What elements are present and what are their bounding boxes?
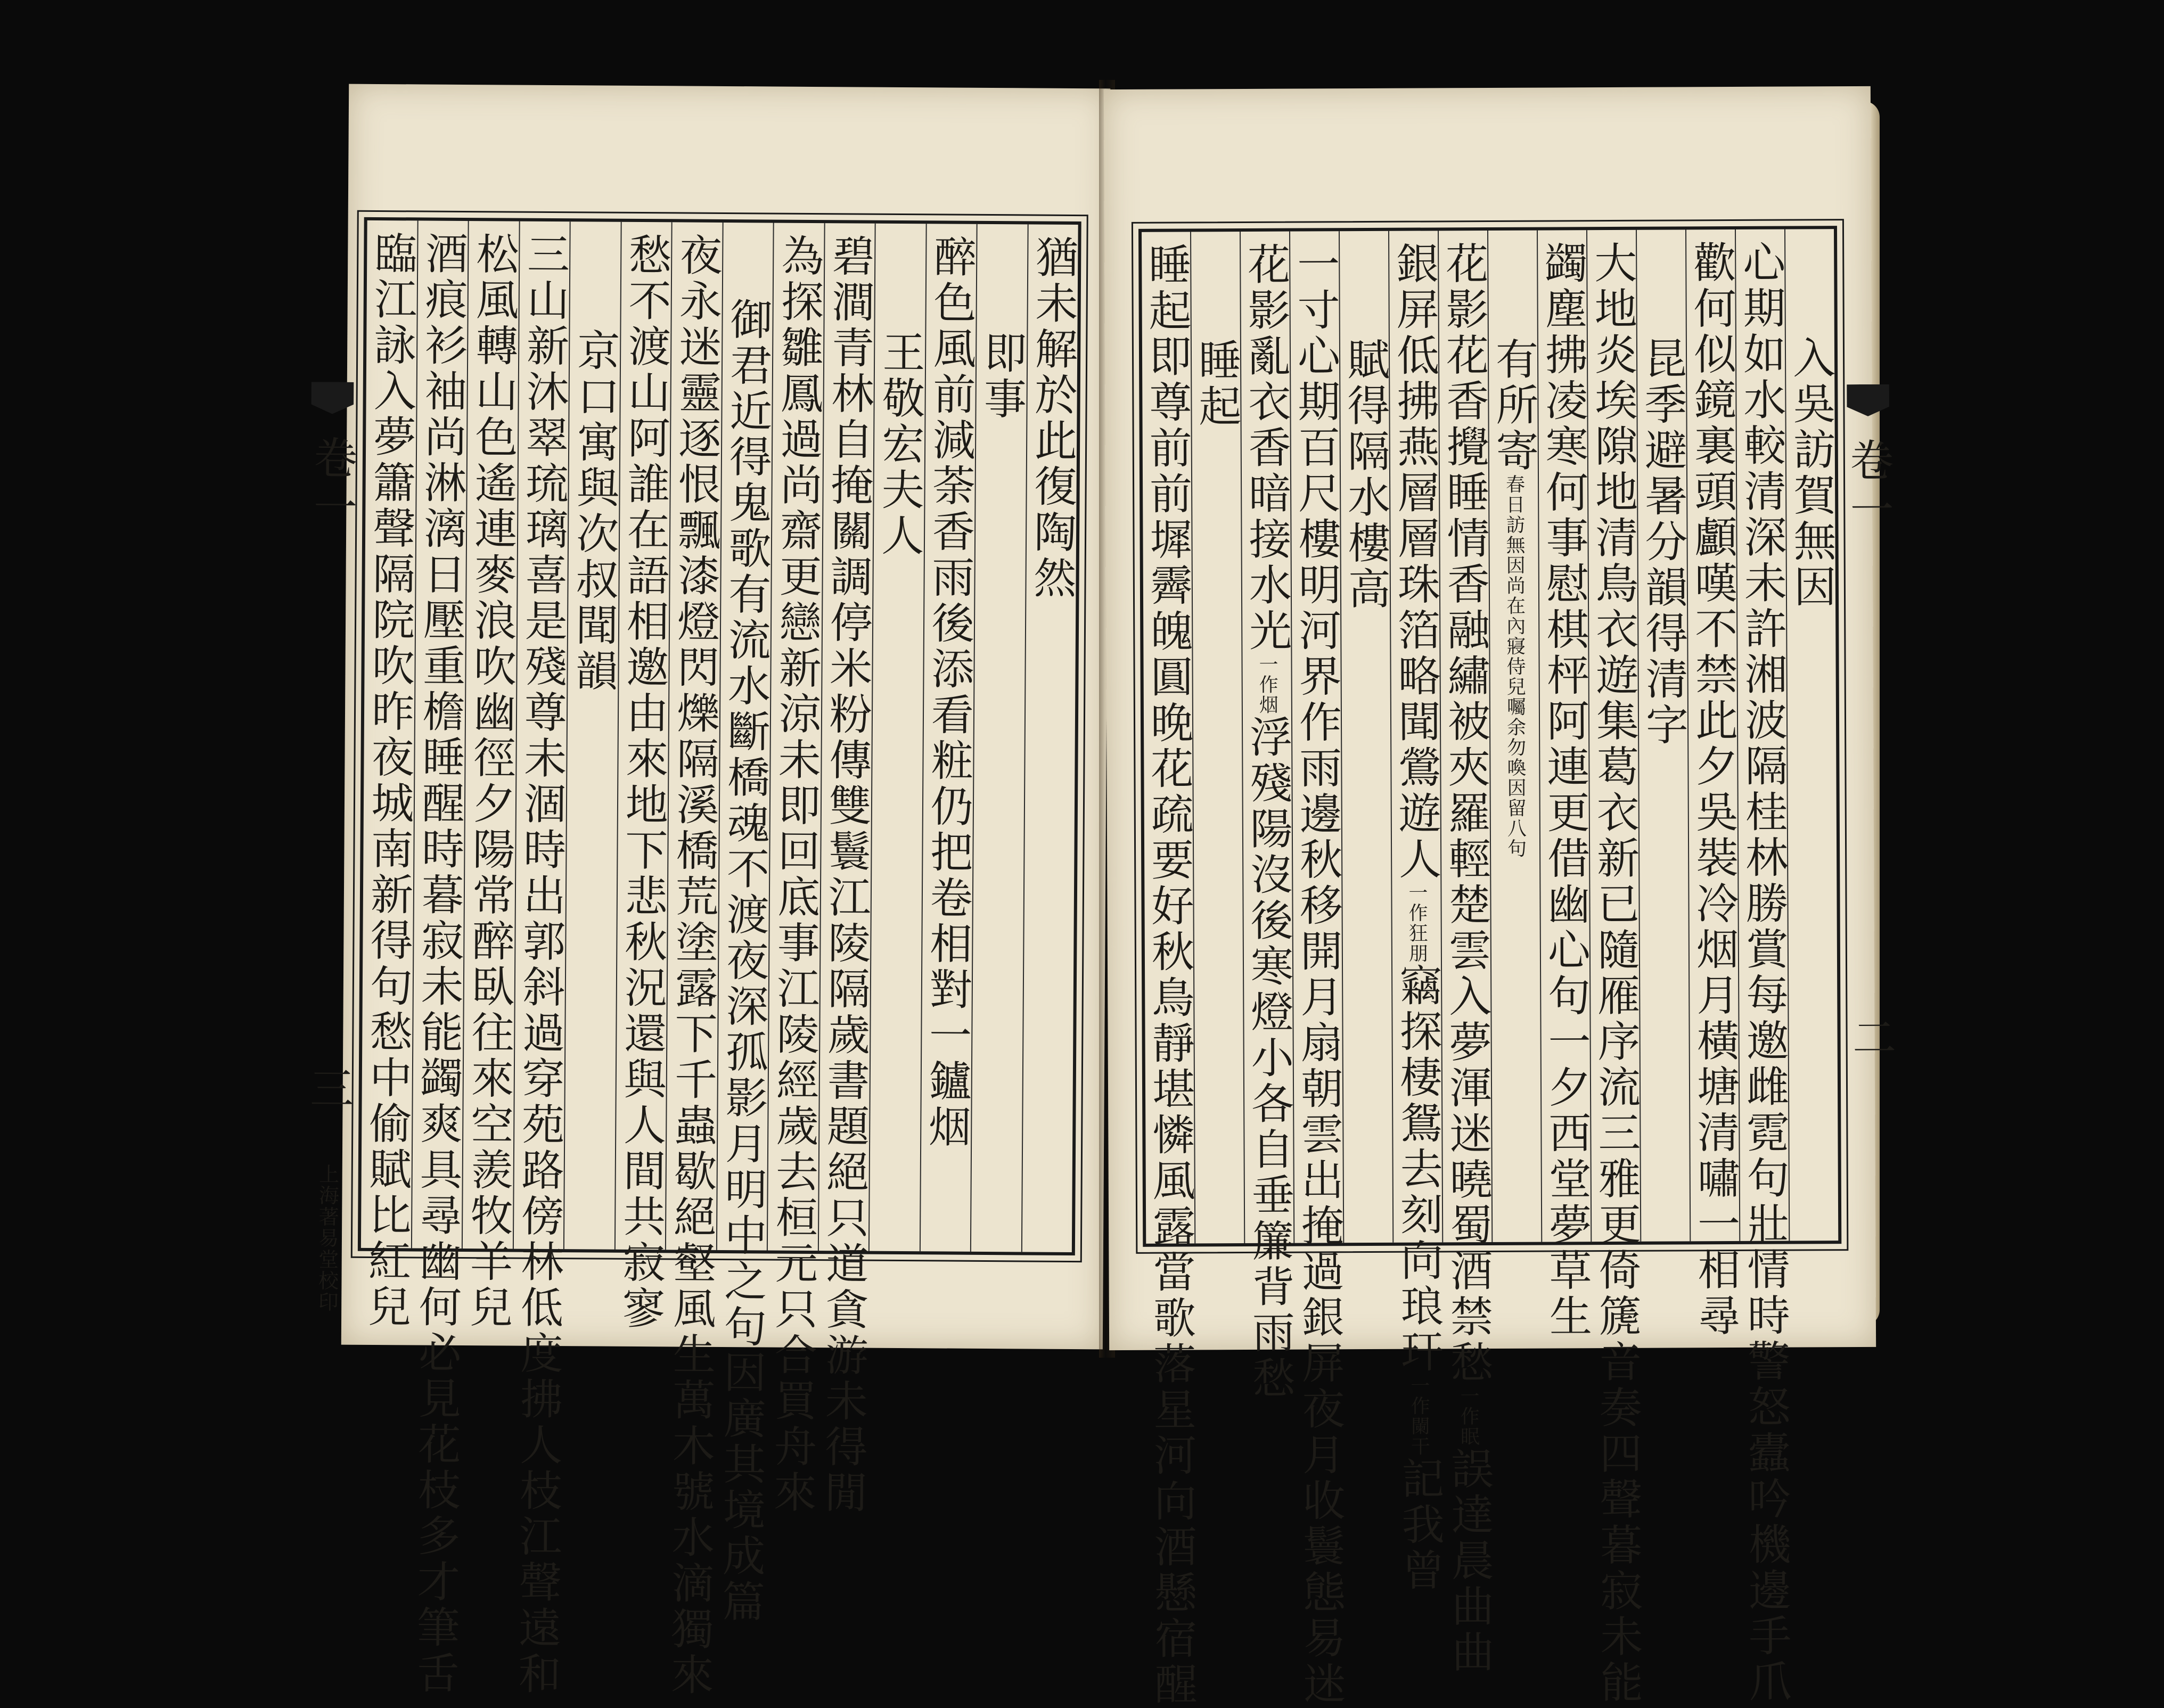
text-column bbox=[360, 220, 417, 1331]
text-column bbox=[462, 221, 519, 1331]
text-column bbox=[1339, 231, 1392, 1243]
text-column bbox=[511, 221, 570, 1698]
column-segment: 竊探棲鴛去刻向琅玕 bbox=[1392, 963, 1444, 1376]
text-column bbox=[1537, 230, 1592, 1340]
column-segment: 御君近得鬼歌有流水斷橋魂不渡夜深孤影月明中之句因廣其境成篇 bbox=[715, 297, 773, 1625]
column-segment: 睡起即尊前前墀霽魄圓晚花疏要好秋鳥靜堪憐風露當歌落星河向酒懸宿醒 bbox=[1141, 242, 1198, 1708]
column-segment: 花影花香攪睡情香融繡被夾羅輕楚雲入夢渾迷曉蜀酒禁愁 bbox=[1438, 241, 1493, 1386]
column-segment: 碧澗青林自掩關調停米粉傳雙鬟江陵隔歲書題絕只道貪游未得閒 bbox=[817, 234, 875, 1516]
right-columns bbox=[1141, 229, 1838, 1708]
text-column bbox=[1586, 230, 1643, 1706]
column-segment: 蠲塵拂凌寒何事慰棋枰阿連更借幽心句一夕西堂夢草生 bbox=[1537, 241, 1592, 1340]
interlinear-note: 一作闌干 bbox=[1407, 1375, 1430, 1457]
right-page bbox=[1104, 86, 1896, 1708]
column-segment: 愁不渡山阿誰在語相邀由來地下悲秋況還與人間共寂寥 bbox=[615, 232, 671, 1332]
column-segment: 誤達晨曲曲 bbox=[1444, 1446, 1495, 1676]
column-segment: 三山新沐翠琉璃喜是殘尊未涸時出郭斜過穿苑路傍林低度拂人枝江聲遠和 bbox=[511, 232, 570, 1698]
column-text bbox=[1537, 230, 1592, 1340]
column-text bbox=[1191, 232, 1242, 1243]
column-segment: 醉色風前減荼香雨後添看粧仍把卷相對一鑪烟 bbox=[921, 234, 977, 1151]
column-segment: 夜永迷靈逐恨飄漆燈閃爍隔溪橋荒塗露下千蟲歇絕壑風生萬木號水滴獨來 bbox=[663, 233, 723, 1698]
column-text bbox=[568, 221, 620, 1249]
printer-imprint: 上海著易堂校印 bbox=[315, 1163, 339, 1313]
column-text bbox=[1240, 232, 1296, 1402]
column-segment: 睡起 bbox=[1191, 338, 1242, 430]
text-column bbox=[663, 222, 723, 1698]
column-text bbox=[1735, 229, 1792, 1705]
column-segment: 猶未解於此復陶然 bbox=[1026, 235, 1078, 602]
fishtail-mark bbox=[311, 382, 354, 414]
column-text bbox=[1438, 231, 1495, 1676]
text-column bbox=[563, 221, 620, 1250]
text-column bbox=[1685, 229, 1741, 1340]
text-column bbox=[1636, 229, 1690, 1241]
column-text bbox=[462, 221, 519, 1331]
left-page bbox=[302, 84, 1110, 1698]
column-segment: 銀屏低拂燕層層珠箔略聞鶯遊人 bbox=[1389, 241, 1441, 883]
text-column bbox=[1487, 231, 1541, 1242]
column-segment: 一寸心期百尺樓明河界作雨邊秋移開月扇朝雲出掩過銀屏夜月收鬟態易迷 bbox=[1290, 242, 1346, 1707]
column-text bbox=[1785, 229, 1837, 1241]
column-text bbox=[1340, 231, 1391, 1243]
column-text bbox=[766, 223, 824, 1516]
text-column bbox=[1190, 232, 1244, 1243]
right-text-frame bbox=[1138, 226, 1841, 1708]
column-segment: 即事 bbox=[977, 330, 1027, 423]
column-text bbox=[409, 220, 468, 1697]
column-text bbox=[615, 222, 671, 1332]
column-segment: 京口寓與次叔聞韻 bbox=[568, 328, 620, 695]
right-margin-strip bbox=[1841, 86, 1897, 1347]
column-text bbox=[1488, 231, 1539, 1242]
fishtail-mark bbox=[1847, 384, 1889, 416]
column-segment: 王敬宏夫人 bbox=[874, 330, 925, 560]
text-column bbox=[1784, 229, 1838, 1241]
interlinear-note: 一作狂朋 bbox=[1405, 882, 1428, 964]
column-text bbox=[873, 224, 925, 1251]
column-segment: 浮殘陽沒後寒燈小各自垂簾背雨愁 bbox=[1242, 715, 1296, 1402]
column-segment: 大地炎埃隙地清鳥衣遊集葛衣新已隨雁序流三雅更倚篪音奏四聲暮寂未能 bbox=[1587, 240, 1643, 1706]
interlinear-note: 一作烟 bbox=[1256, 654, 1278, 715]
text-column bbox=[868, 224, 925, 1252]
text-column bbox=[1021, 224, 1078, 1252]
left-margin-strip bbox=[301, 84, 359, 1345]
column-text bbox=[1587, 230, 1643, 1706]
interlinear-note: 春日訪無因尚在內寢侍兒囑余勿喚因留八句 bbox=[1503, 474, 1527, 859]
text-column bbox=[715, 223, 773, 1625]
column-text bbox=[921, 224, 977, 1251]
column-text bbox=[511, 221, 570, 1698]
column-segment: 酒痕衫袖尚淋漓日壓重檐睡醒時暮寂未能蠲爽具尋幽何必見花枝多才筆舌 bbox=[409, 231, 468, 1697]
text-column bbox=[1735, 229, 1792, 1705]
column-text bbox=[975, 224, 1027, 1252]
column-segment: 賦得隔水樓高 bbox=[1340, 337, 1391, 613]
column-text bbox=[663, 222, 723, 1698]
column-text bbox=[360, 220, 417, 1331]
text-column bbox=[614, 222, 671, 1332]
text-column bbox=[1388, 231, 1445, 1594]
column-text bbox=[1686, 229, 1741, 1340]
column-text bbox=[1290, 231, 1346, 1707]
column-segment: 花影亂衣香暗接水光 bbox=[1240, 242, 1292, 655]
column-segment: 臨江詠入夢簫聲隔院吹昨夜城南新得句愁中偷賦比紅兒 bbox=[360, 231, 417, 1331]
text-column bbox=[1141, 232, 1198, 1708]
column-text bbox=[1637, 229, 1688, 1241]
left-text-frame bbox=[358, 217, 1081, 1698]
column-segment: 松風轉山色遙連麥浪吹幽徑夕陽常醉臥往來空羨牧羊兒 bbox=[462, 232, 519, 1331]
column-text bbox=[1141, 232, 1198, 1708]
column-segment: 有所寄 bbox=[1488, 336, 1539, 475]
text-column bbox=[1240, 232, 1296, 1402]
column-segment: 記我曾 bbox=[1394, 1456, 1445, 1594]
text-column bbox=[409, 220, 468, 1697]
column-text bbox=[1389, 231, 1445, 1594]
column-segment: 為探雛鳳過尚齋更戀新涼未即回底事江陵經歲去桓元只合買舟來 bbox=[766, 233, 824, 1516]
column-text bbox=[817, 223, 875, 1516]
text-column bbox=[817, 223, 875, 1516]
column-segment: 入吳訪賀無因 bbox=[1785, 335, 1837, 611]
page-number: 二 bbox=[1845, 1014, 1896, 1064]
text-column bbox=[919, 224, 976, 1252]
text-column bbox=[1438, 231, 1495, 1676]
text-column bbox=[970, 224, 1027, 1252]
column-segment: 心期如水較清深未許湘波隔桂林勝賞每邀雌霓句壯情時警怒蠹吟機邊手爪 bbox=[1735, 240, 1792, 1705]
text-column bbox=[766, 223, 824, 1516]
left-columns bbox=[360, 220, 1078, 1698]
page-number: 三 bbox=[302, 1065, 354, 1115]
text-column bbox=[1289, 231, 1346, 1707]
column-text bbox=[1026, 224, 1078, 1252]
fascicle-mark: 卷一 bbox=[1842, 437, 1894, 536]
interlinear-note: 一作眠 bbox=[1457, 1386, 1480, 1447]
column-segment: 昆季避暑分韻得清字 bbox=[1637, 336, 1688, 749]
column-segment: 歡何似鏡裏頭顱嘆不禁此夕吳裝冷烟月橫塘清嘯一相尋 bbox=[1686, 240, 1741, 1340]
column-text bbox=[715, 223, 773, 1625]
fascicle-mark: 卷一 bbox=[306, 435, 358, 533]
